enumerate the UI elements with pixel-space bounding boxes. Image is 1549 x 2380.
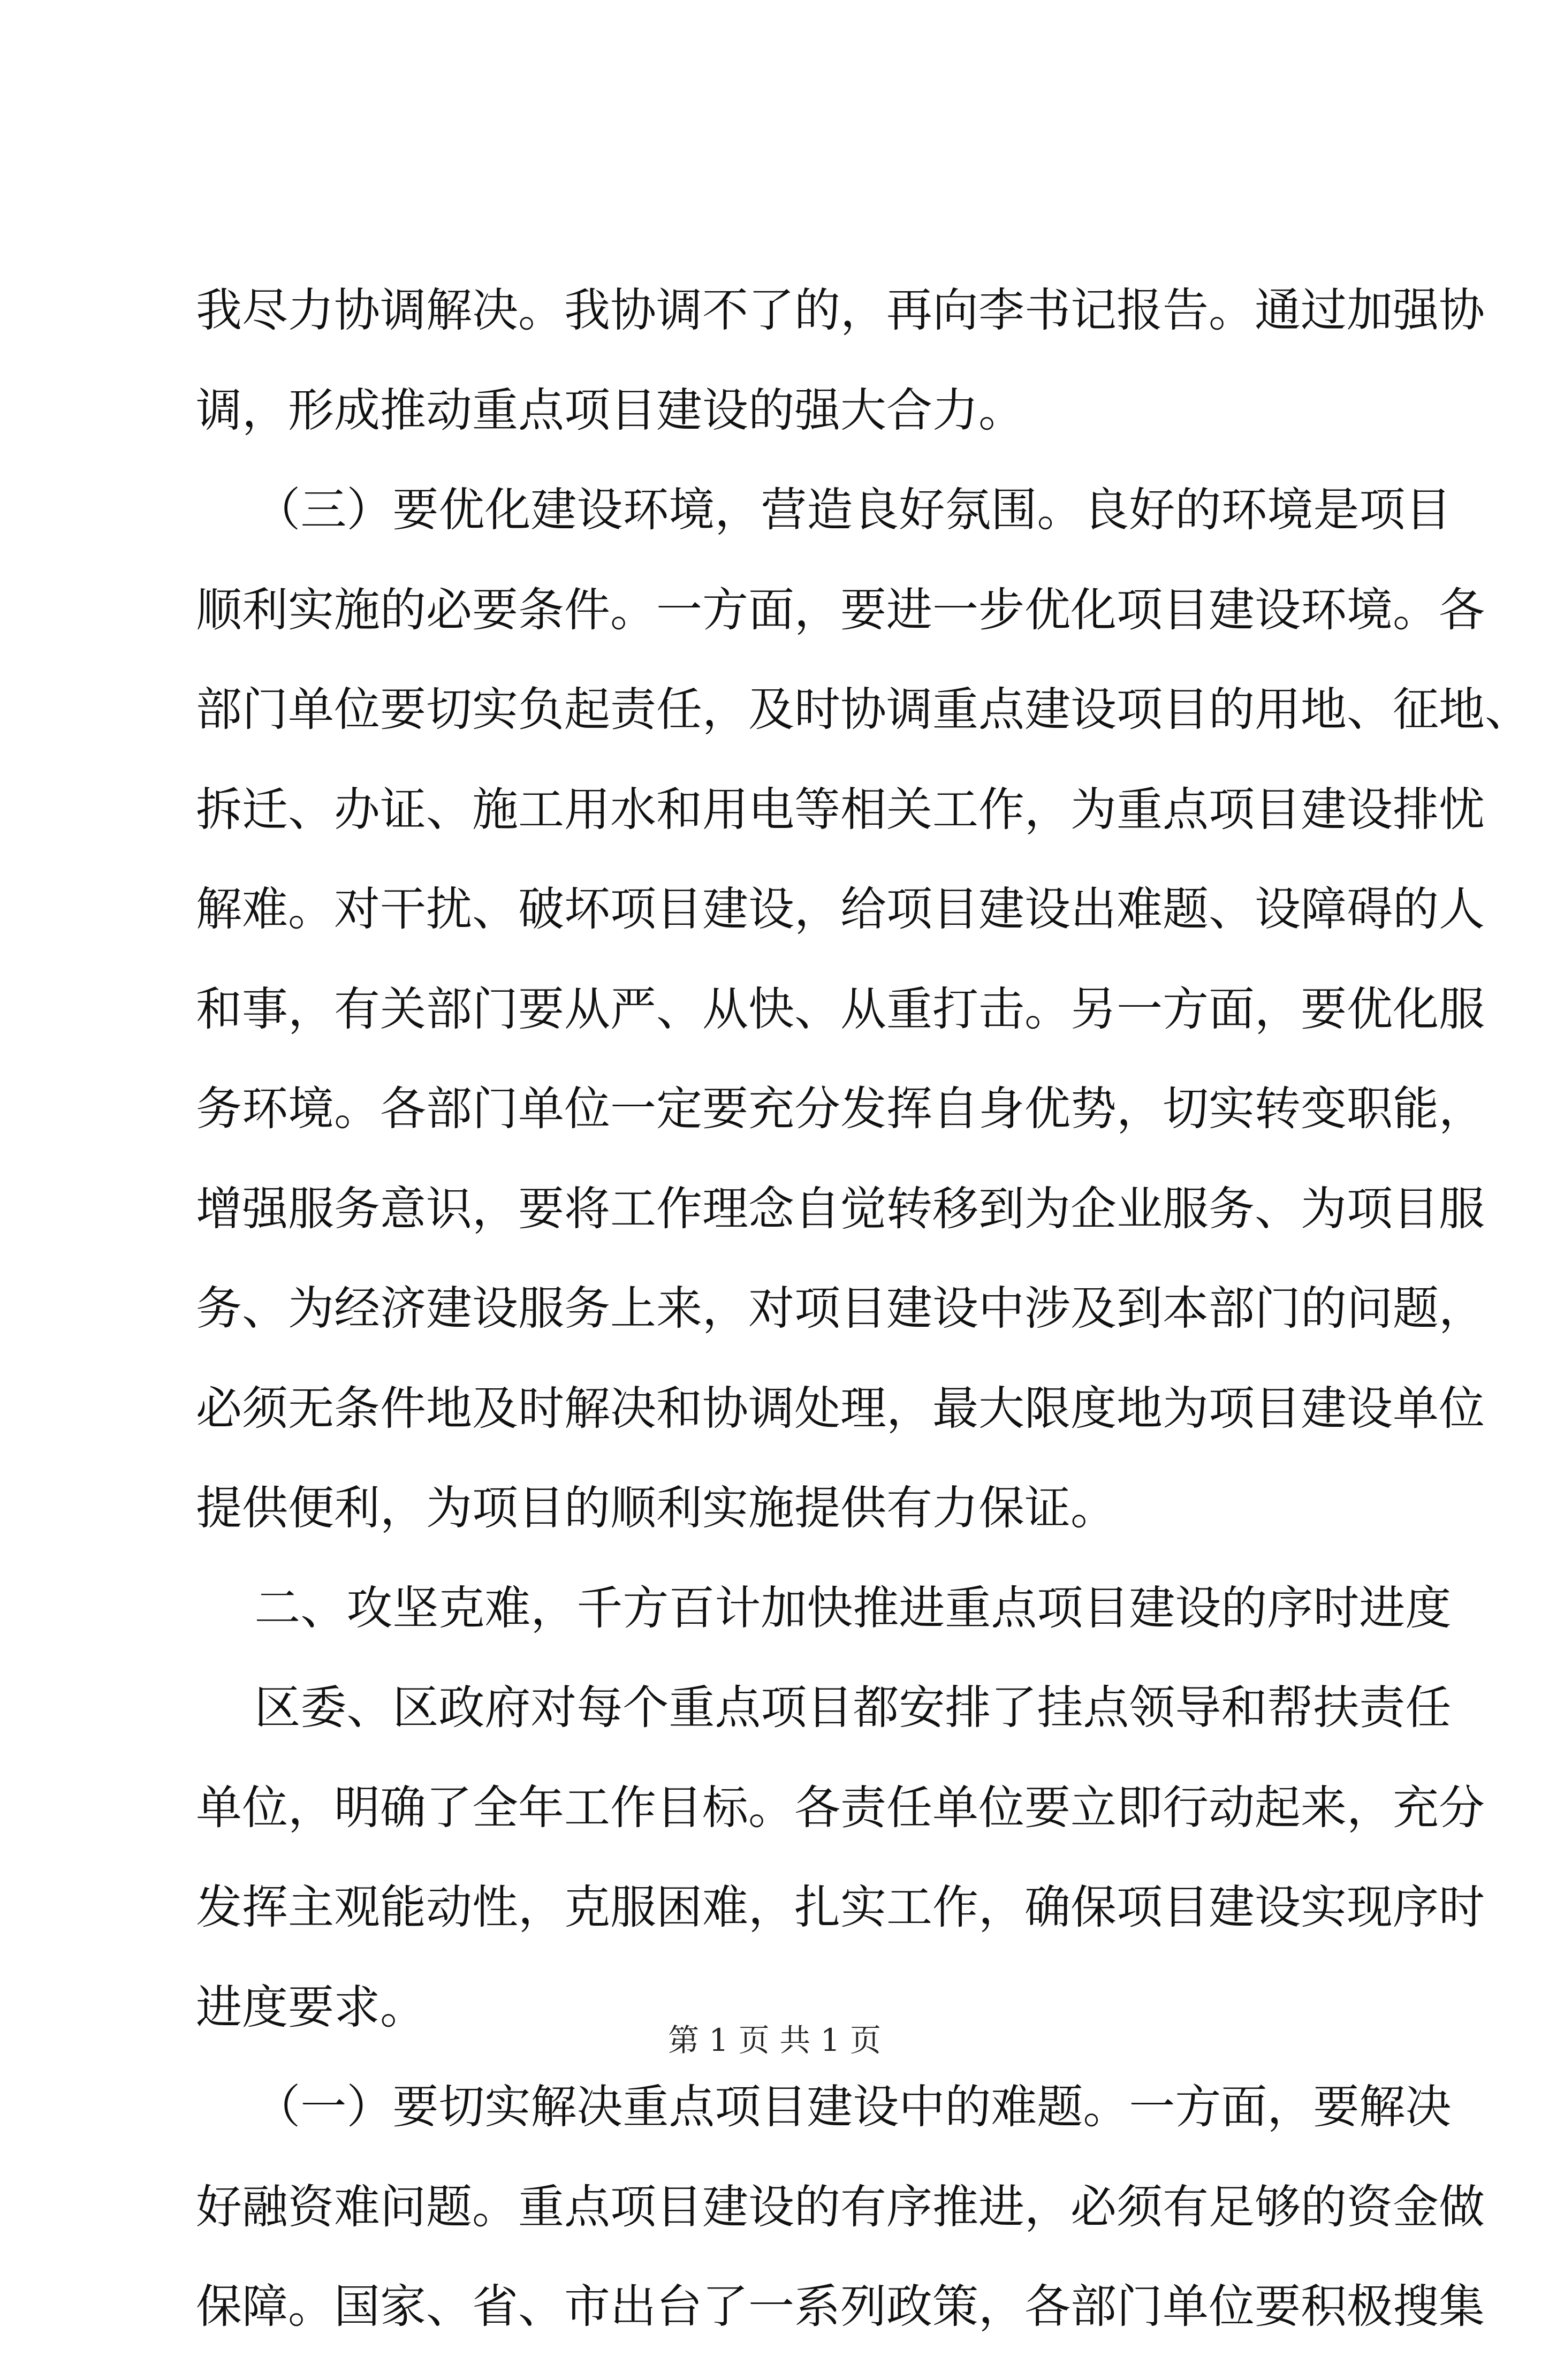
text-line: 顺利实施的必要条件。一方面，要进一步优化项目建设环境。各 (196, 583, 1485, 637)
text-line: 区委、区政府对每个重点项目都安排了挂点领导和帮扶责任 (196, 1681, 1452, 1735)
document-body (196, 284, 1531, 2380)
text-line: 发挥主观能动性，克服困难，扎实工作，确保项目建设实现序时 (196, 1881, 1485, 1934)
text-line: 必须无条件地及时解决和协调处理，最大限度地为项目建设单位 (196, 1381, 1485, 1435)
text-line: 好融资难问题。重点项目建设的有序推进，必须有足够的资金做 (196, 2180, 1485, 2234)
text-line: 我尽力协调解决。我协调不了的，再向李书记报告。通过加强协 (196, 284, 1485, 337)
text-line: 保障。国家、省、市出台了一系列政策，各部门单位要积极搜集 (196, 2280, 1485, 2333)
text-line: 单位，明确了全年工作目标。各责任单位要立即行动起来，充分 (196, 1781, 1485, 1835)
text-line: 增强服务意识，要将工作理念自觉转移到为企业服务、为项目服 (196, 1182, 1485, 1236)
text-line: （一）要切实解决重点项目建设中的难题。一方面，要解决 (196, 2080, 1452, 2134)
text-line: 调，形成推动重点项目建设的强大合力。 (196, 383, 1024, 437)
text-line: 部门单位要切实负起责任，及时协调重点建设项目的用地、征地、 (196, 683, 1531, 736)
text-line: 和事，有关部门要从严、从快、从重打击。另一方面，要优化服 (196, 982, 1485, 1036)
page-footer: 第 1 页 共 1 页 (668, 2022, 881, 2058)
text-line: 务环境。各部门单位一定要充分发挥自身优势，切实转变职能， (196, 1082, 1485, 1136)
text-line: （三）要优化建设环境，营造良好氛围。良好的环境是项目 (196, 483, 1452, 537)
text-line: 解难。对干扰、破坏项目建设，给项目建设出难题、设障碍的人 (196, 883, 1485, 936)
text-line: 二、攻坚克难，千方百计加快推进重点项目建设的序时进度 (196, 1581, 1452, 1635)
text-line: 务、为经济建设服务上来，对项目建设中涉及到本部门的问题， (196, 1282, 1485, 1335)
text-line: 拆迁、办证、施工用水和用电等相关工作，为重点项目建设排忧 (196, 782, 1485, 837)
text-line: 进度要求。 (196, 1980, 426, 2034)
text-line: 提供便利，为项目的顺利实施提供有力保证。 (196, 1481, 1117, 1535)
